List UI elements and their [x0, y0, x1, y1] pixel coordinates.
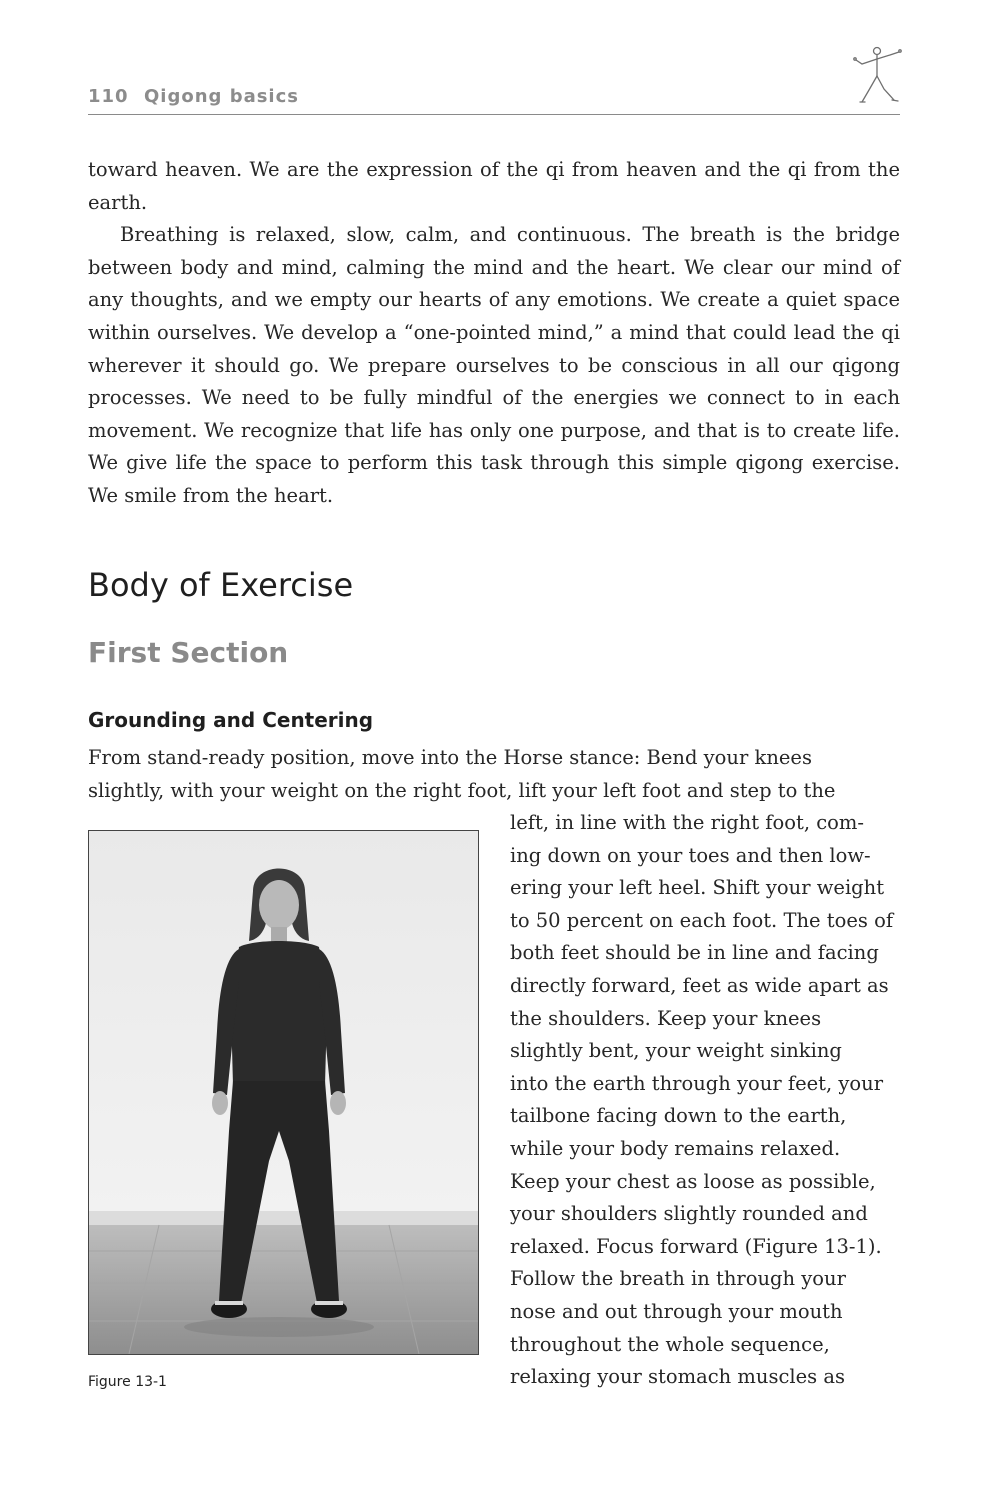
text-line: slightly, with your weight on the right foot, lift your left foot and step to the	[88, 778, 836, 802]
subsection-heading: First Section	[88, 636, 289, 669]
text-line: relaxing your stomach muscles as	[510, 1365, 846, 1389]
paragraph-column	[510, 807, 900, 1394]
text-line: ering your left heel. Shift your weight	[510, 876, 885, 900]
page-number: 110	[88, 86, 129, 107]
text-line: throughout the whole sequence,	[510, 1332, 830, 1356]
figure-photo	[88, 830, 479, 1355]
text-line: ing down on your toes and then low-	[510, 843, 871, 867]
text-line: nose and out through your mouth	[510, 1299, 843, 1323]
text-line: while your body remains relaxed.	[510, 1136, 841, 1160]
text-line: Keep your chest as loose as possible,	[510, 1169, 876, 1193]
text-line: both feet should be in line and facing	[510, 941, 879, 965]
figure-caption: Figure 13-1	[88, 1374, 167, 1390]
text-line: to 50 percent on each foot. The toes of	[510, 908, 894, 932]
paragraph-full-width	[88, 742, 900, 807]
text-line: your shoulders slightly rounded and	[510, 1202, 868, 1226]
text-line: tailbone facing down to the earth,	[510, 1104, 847, 1128]
text-line: relaxed. Focus forward (Figure 13-1).	[510, 1234, 882, 1258]
section-heading: Body of Exercise	[88, 566, 354, 604]
text-line: From stand-ready position, move into the Horse stance: Bend your knees	[88, 746, 812, 769]
text-line: Follow the breath in through your	[510, 1267, 846, 1291]
intro-paragraph-2: Breathing is relaxed, slow, calm, and continuous. The breath is the bridge between body and mind, calming the mind and the heart. We clear our mind of any thoughts, and we empty our hearts of any emotions. We create a quiet space within ourselves. We develop a “one-pointed mind,” a mind that could lead the qi wherever it should go. We prepare ourselves to be conscious in all our qigong processes. We need to be fully mindful of the energies we connect to in each movement. We recognize that life has only one purpose, and that is to create life. We give life the space to perform this task through this simple qigong exercise. We smile from the heart.	[88, 223, 900, 507]
text-line: into the earth through your feet, your	[510, 1071, 884, 1095]
text-line: slightly bent, your weight sinking	[510, 1039, 842, 1063]
intro-text	[88, 154, 900, 513]
text-line: directly forward, feet as wide apart as	[510, 973, 889, 997]
woman-standing-photo	[89, 831, 478, 1354]
text-line: the shoulders. Keep your knees	[510, 1006, 822, 1030]
text-line: left, in line with the right foot, com-	[510, 811, 864, 834]
intro-paragraph-1: toward heaven. We are the expression of the qi from heaven and the qi from the earth.	[88, 158, 900, 214]
qigong-figure-icon	[850, 42, 904, 112]
sub-subsection-heading: Grounding and Centering	[88, 708, 374, 732]
running-header	[88, 84, 900, 115]
running-title: Qigong basics	[144, 86, 299, 107]
